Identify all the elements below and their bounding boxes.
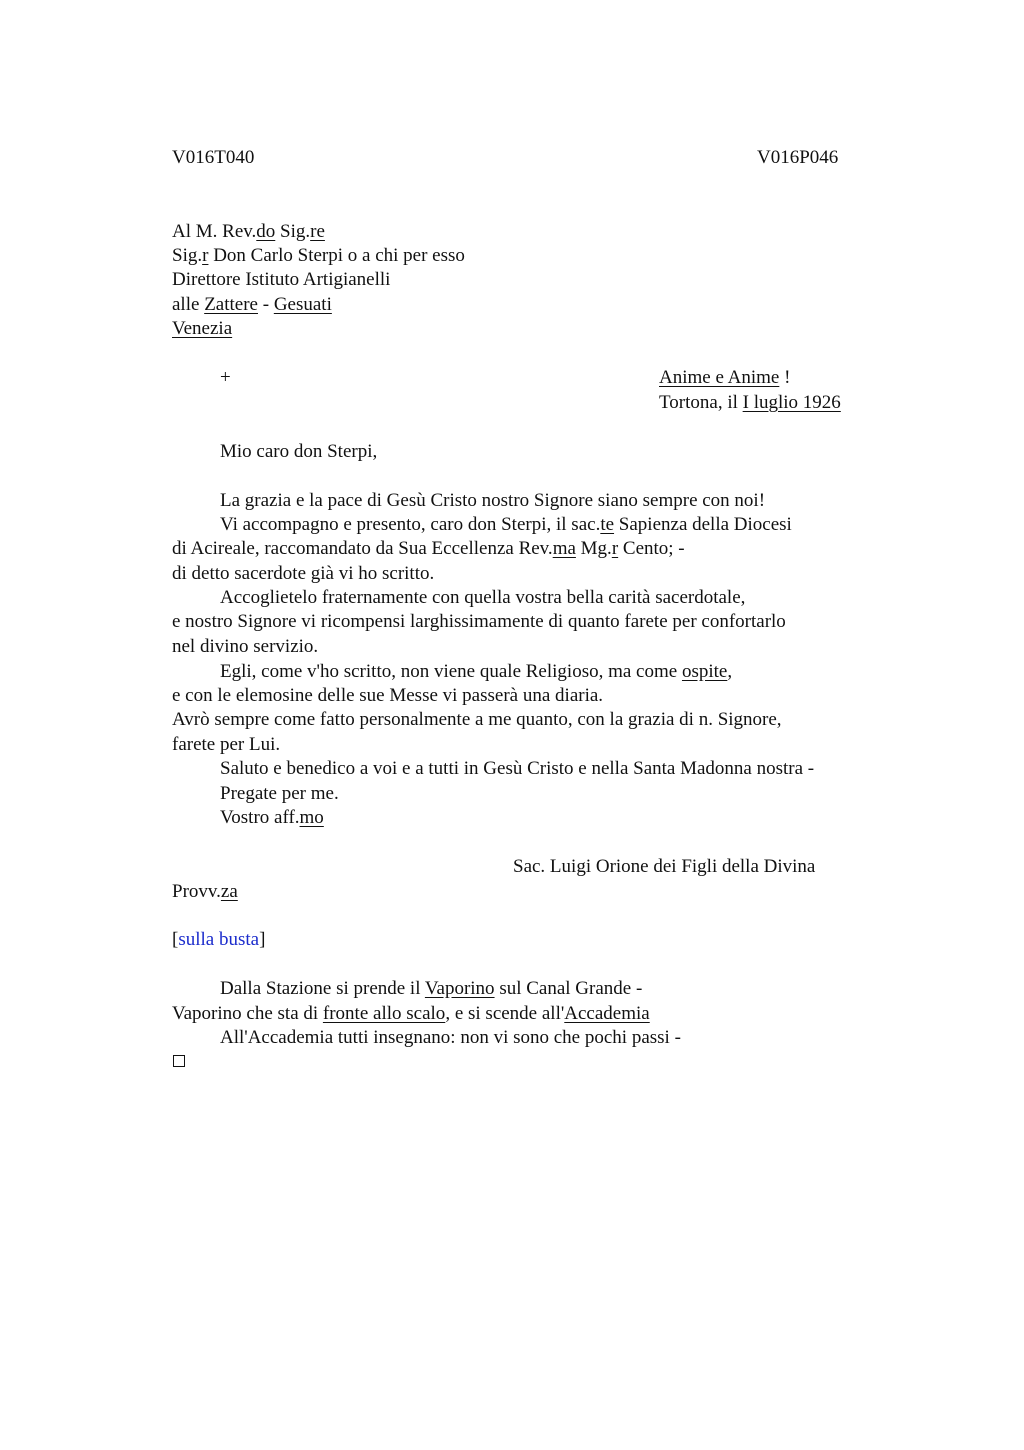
closing: Vostro aff.mo [220,807,324,828]
envelope-note-label: [sulla busta] [172,929,266,950]
paragraph-2-line-1: Vi accompagno e presento, caro don Sterpi, il sac.te Sapienza della Diocesi [220,514,792,535]
paragraph-5: Saluto e benedico a voi e a tutti in Gesù Cristo e nella Santa Madonna nostra - [220,758,815,779]
paragraph-6: Pregate per me. [220,783,339,804]
address-line-3: Direttore Istituto Artigianelli [172,269,391,290]
address-line-4: alle Zattere - Gesuati [172,294,332,315]
paragraph-4-line-3: Avrò sempre come fatto personalmente a me quanto, con la grazia di n. Signore, [172,709,782,730]
address-line-1: Al M. Rev.do Sig.re [172,221,325,242]
envelope-line-1: Dalla Stazione si prende il Vaporino sul Canal Grande - [220,978,643,999]
envelope-line-3: All'Accademia tutti insegnano: non vi sono che pochi passi - [220,1027,681,1048]
paragraph-4-line-1: Egli, come v'ho scritto, non viene quale Religioso, ma come ospite, [220,661,733,682]
paragraph-3-line-1: Accoglietelo fraternamente con quella vostra bella carità sacerdotale, [220,587,746,608]
motto: Anime e Anime ! [659,367,791,388]
address-city: Venezia [172,318,233,339]
document-code-right: V016P046 [757,147,839,168]
paragraph-1: La grazia e la pace di Gesù Cristo nostro Signore siano sempre con noi! [220,490,766,511]
signature-line-1: Sac. Luigi Orione dei Figli della Divina [513,856,816,877]
cross-mark: + [220,367,231,388]
envelope-line-2: Vaporino che sta di fronte allo scalo, e si scende all'Accademia [172,1003,650,1024]
paragraph-4-line-4: farete per Lui. [172,734,281,755]
signature-line-2: Provv.za [172,881,238,902]
address-line-2: Sig.r Don Carlo Sterpi o a chi per esso [172,245,465,266]
place-date: Tortona, il I luglio 1926 [659,392,841,413]
end-square-icon [173,1055,185,1067]
paragraph-3-line-3: nel divino servizio. [172,636,319,657]
paragraph-2-line-2: di Acireale, raccomandato da Sua Eccellenza Rev.ma Mg.r Cento; - [172,538,685,559]
paragraph-4-line-2: e con le elemosine delle sue Messe vi passerà una diaria. [172,685,604,706]
salutation: Mio caro don Sterpi, [220,441,378,462]
document-code-left: V016T040 [172,147,255,168]
paragraph-3-line-2: e nostro Signore vi ricompensi larghissimamente di quanto farete per confortarlo [172,611,786,632]
paragraph-2-line-3: di detto sacerdote già vi ho scritto. [172,563,435,584]
